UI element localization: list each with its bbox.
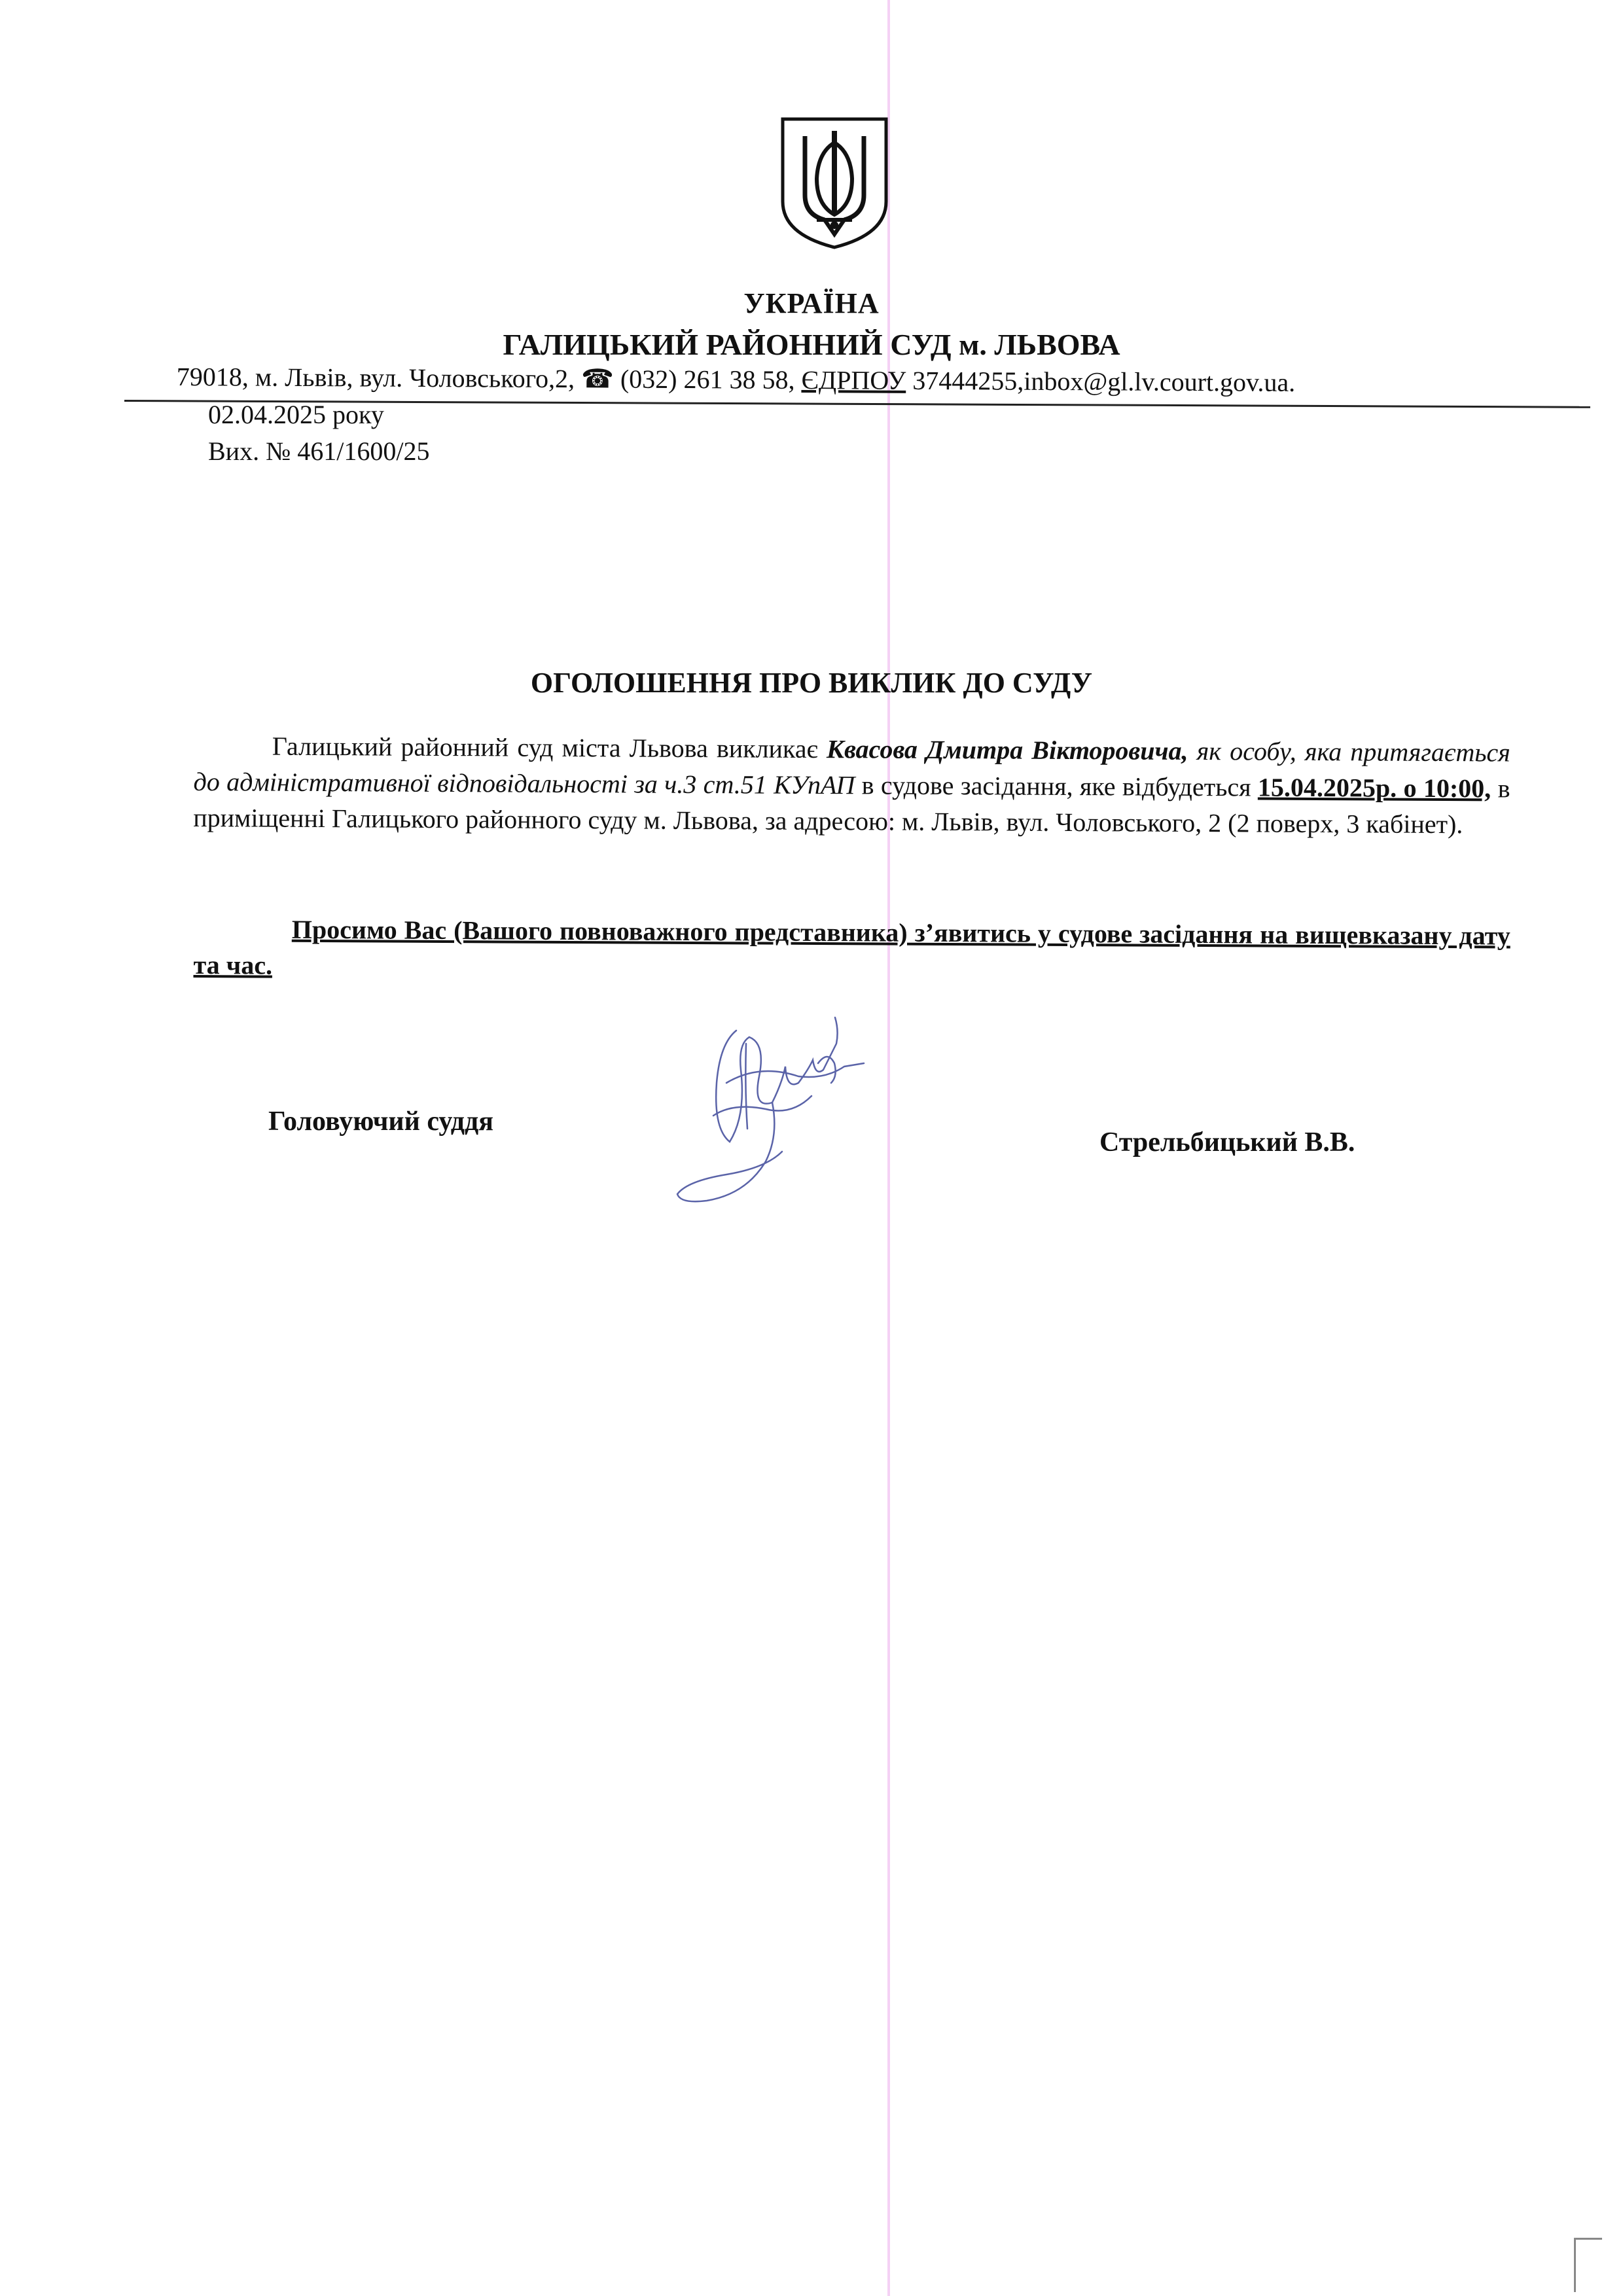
- court-address-line: [177, 361, 1296, 398]
- summoned-person-name: Квасова Дмитра Вікторовича,: [826, 734, 1188, 766]
- handwritten-signature: [668, 1004, 883, 1227]
- notice-title: ОГОЛОШЕННЯ ПРО ВИКЛИК ДО СУДУ: [530, 667, 1093, 699]
- country-heading: УКРАЇНА: [743, 287, 880, 319]
- telephone-icon: ☎: [580, 364, 621, 394]
- separator-comma: ,: [788, 364, 802, 395]
- presiding-judge-label: Головуючий суддя: [268, 1106, 493, 1137]
- summons-location: в приміщенні Галицького районного суду м. Львова, за адресою: м. Львів, вул. Чоловського, 2 (2 поверх, 3 кабінет).: [193, 773, 1510, 839]
- court-heading: ГАЛИЦЬКИЙ РАЙОННИЙ СУД м. ЛЬВОВА: [503, 328, 1120, 361]
- edrpou-label: ЄДРПОУ: [801, 364, 906, 395]
- summons-paragraph: [193, 728, 1510, 843]
- appearance-request: Просимо Вас (Вашого повноважного представника) з’явитись у судове засідання на вищевказану дату та час.: [193, 914, 1510, 980]
- coat-of-arms-icon: [779, 116, 890, 251]
- judge-name: Стрельбицький В.В.: [1099, 1127, 1355, 1157]
- hearing-datetime: 15.04.2025р. о 10:00,: [1257, 772, 1491, 804]
- summons-intro: Галицький районний суд міста Львова викликає: [272, 731, 827, 764]
- summons-middle: в судове засідання, яке відбудеться: [855, 770, 1258, 802]
- address-text: 79018, м. Львів, вул. Чоловського,2,: [176, 362, 582, 394]
- summons-role: як особу, яка притягається до адміністративної відповідальності за ч.3 ст.51 КУпАП: [193, 735, 1510, 800]
- document-date: 02.04.2025 року: [208, 400, 384, 429]
- phone-number: (032) 261 38 58: [620, 364, 789, 395]
- outgoing-number: Вих. № 461/1600/25: [208, 436, 430, 466]
- edrpou-and-email: 37444255,inbox@gl.lv.court.gov.ua.: [906, 365, 1296, 397]
- scan-corner-mark: [1574, 2238, 1602, 2292]
